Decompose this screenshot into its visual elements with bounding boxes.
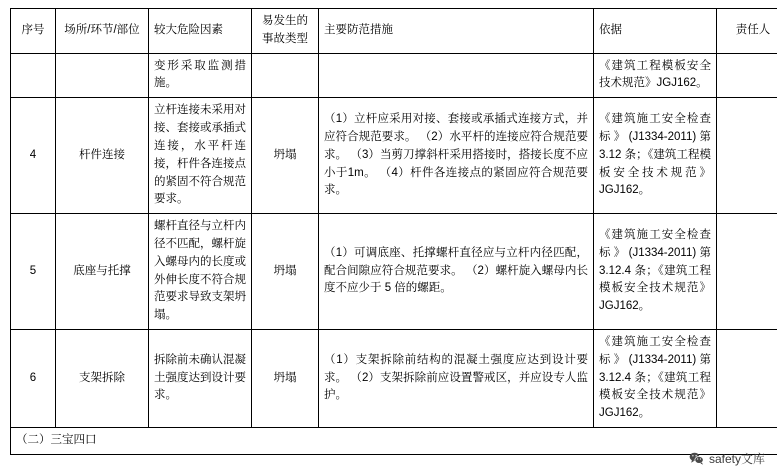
cell-place: 杆件连接 bbox=[56, 98, 149, 214]
watermark-text: safety文库 bbox=[708, 452, 765, 466]
cell-measures: （1）立杆应采用对接、套接或承插式连接方式，并应符合规范要求。 （2）水平杆的连接应符合规范要求。 （3）当剪刀撑斜杆采用搭接时，搭接长度不应小于1m。 （4）杆件各连接点的紧固应符合规范要求。 bbox=[319, 98, 594, 214]
cell-accident-type: 坍塌 bbox=[252, 98, 319, 214]
cell-no: 5 bbox=[11, 214, 56, 330]
cell-person bbox=[717, 214, 777, 330]
cell-basis: 《建筑施工安全检查标》(J1334-2011)第 3.12.4 条；《建筑工程模板安全技术规范》JGJ162。 bbox=[594, 330, 717, 428]
cell-measures: （1）可调底座、托撑螺杆直径应与立杆内径匹配，配合间隙应符合规范要求。 （2）螺杆旋入螺母内长度不应少于 5 倍的螺距。 bbox=[319, 214, 594, 330]
column-header-no: 序号 bbox=[11, 9, 56, 54]
table-row bbox=[11, 330, 777, 428]
table-header-row bbox=[11, 9, 777, 54]
cell-factor: 拆除前未确认混凝土强度达到设计要求。 bbox=[149, 330, 252, 428]
cell-measures bbox=[319, 53, 594, 98]
watermark-footer bbox=[689, 450, 765, 467]
cell-measures: （1）支架拆除前结构的混凝土强度应达到设计要求。 （2）支架拆除前应设置警戒区，并应设专人监护。 bbox=[319, 330, 594, 428]
column-header-person: 责任人 bbox=[717, 9, 777, 54]
cell-accident-type: 坍塌 bbox=[252, 214, 319, 330]
cell-accident-type bbox=[252, 53, 319, 98]
column-header-measures: 主要防范措施 bbox=[319, 9, 594, 54]
table-row bbox=[11, 214, 777, 330]
column-header-factor: 较大危险因素 bbox=[149, 9, 252, 54]
section-heading: （二）三宝四口 bbox=[11, 428, 777, 455]
risk-factor-table bbox=[10, 8, 777, 455]
cell-place bbox=[56, 53, 149, 98]
cell-factor: 立杆连接未采用对接、套接或承插式连接，水平杆连接，杆件各连接点的紧固不符合规范要求。 bbox=[149, 98, 252, 214]
column-header-basis: 依据 bbox=[594, 9, 717, 54]
cell-basis: 《建筑工程模板安全技术规范》JGJ162。 bbox=[594, 53, 717, 98]
table-row bbox=[11, 98, 777, 214]
column-header-place: 场所/环节/部位 bbox=[56, 9, 149, 54]
cell-person bbox=[717, 53, 777, 98]
table-row bbox=[11, 53, 777, 98]
section-heading-row bbox=[11, 428, 777, 455]
cell-place: 支架拆除 bbox=[56, 330, 149, 428]
cell-accident-type: 坍塌 bbox=[252, 330, 319, 428]
table-body bbox=[11, 53, 777, 454]
cell-no: 6 bbox=[11, 330, 56, 428]
cell-person bbox=[717, 98, 777, 214]
cell-place: 底座与托撑 bbox=[56, 214, 149, 330]
column-header-accident-type: 易发生的事故类型 bbox=[252, 9, 319, 54]
cell-no bbox=[11, 53, 56, 98]
cell-person bbox=[717, 330, 777, 428]
wechat-icon bbox=[689, 452, 704, 465]
cell-no: 4 bbox=[11, 98, 56, 214]
cell-basis: 《建筑施工安全检查标》(J1334-2011)第 3.12 条；《建筑工程模板安全技术规范》JGJ162。 bbox=[594, 98, 717, 214]
table-header bbox=[11, 9, 777, 54]
cell-basis: 《建筑施工安全检查标》(J1334-2011)第 3.12.4 条；《建筑工程模板安全技术规范》JGJ162。 bbox=[594, 214, 717, 330]
cell-factor: 螺杆直径与立杆内径不匹配，螺杆旋入螺母内的长度或外伸长度不符合规范要求导致支架坍塌。 bbox=[149, 214, 252, 330]
cell-factor: 变形采取监测措施。 bbox=[149, 53, 252, 98]
